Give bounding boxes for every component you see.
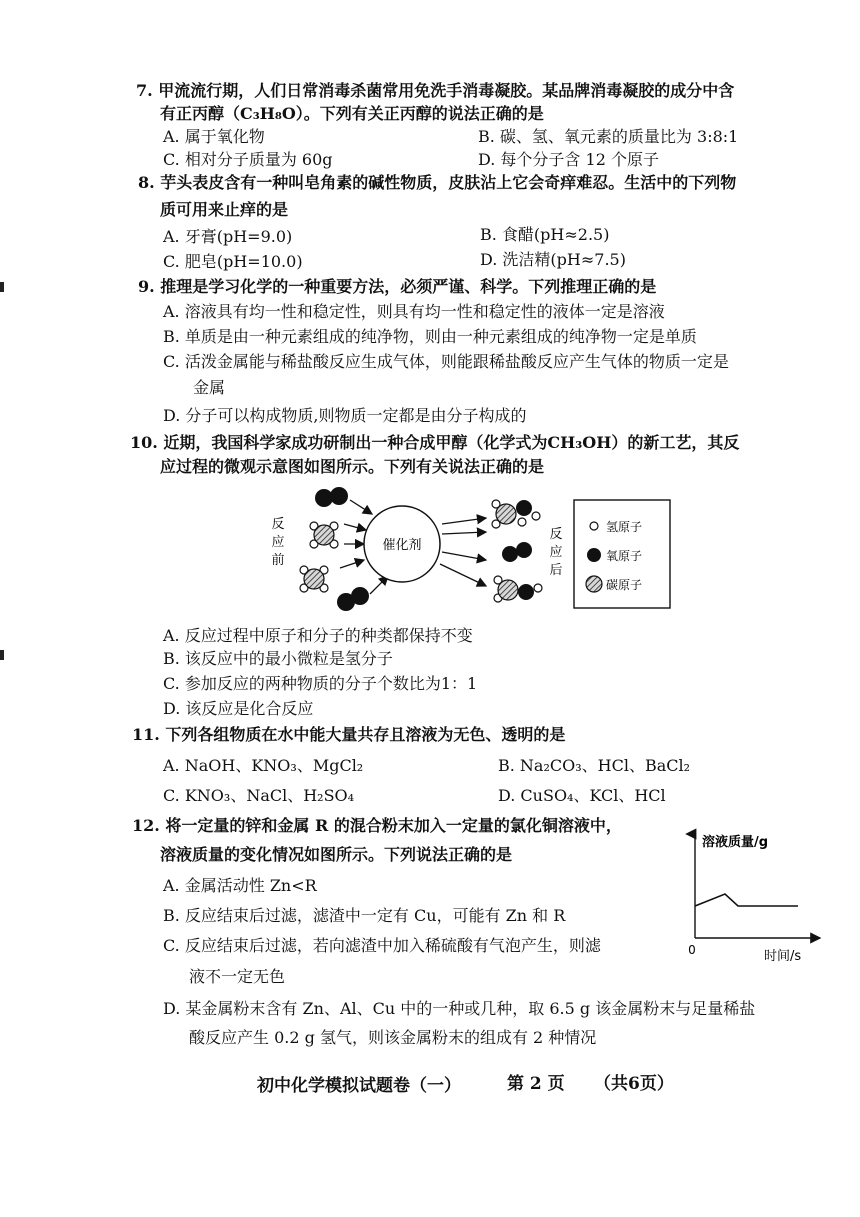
q8-option-c: C. 肥皂(pH=10.0) [163, 252, 303, 271]
q7-option-b: B. 碳、氢、氧元素的质量比为 3:8:1 [478, 127, 739, 146]
q9-option-c-line1: C. 活泼金属能与稀盐酸反应生成气体，则能跟稀盐酸反应产生气体的物质一定是 [163, 352, 729, 371]
q10-stem-line2: 应过程的微观示意图如图所示。下列有关说法正确的是 [160, 457, 545, 476]
q12-option-b: B. 反应结束后过滤，滤渣中一定有 Cu，可能有 Zn 和 R [163, 906, 566, 925]
q12-option-c-line2: 液不一定无色 [189, 967, 286, 986]
q9-option-a: A. 溶液具有均一性和稳定性，则具有均一性和稳定性的液体一定是溶液 [163, 302, 665, 321]
before-label-3: 前 [271, 553, 285, 568]
q11-option-c: C. KNO₃、NaCl、H₂SO₄ [163, 786, 355, 805]
q9-option-c-line2: 金属 [193, 378, 226, 397]
q12-option-d-line1: D. 某金属粉末含有 Zn、Al、Cu 中的一种或几种，取 6.5 g 该金属粉末与足量稀盐 [163, 999, 756, 1018]
q8-option-a: A. 牙膏(pH=9.0) [163, 227, 293, 246]
before-label-1: 反 [271, 517, 285, 532]
q10-option-c: C. 参加反应的两种物质的分子个数比为1：1 [163, 674, 478, 693]
footer-title: 初中化学模拟试题卷（一） [257, 1076, 461, 1096]
oxygen-molecule-reactant-top [315, 487, 348, 507]
q11-stem: 11. 下列各组物质在水中能大量共存且溶液为无色、透明的是 [132, 725, 566, 744]
reaction-microscopic-diagram [260, 478, 680, 620]
q11-option-b: B. Na₂CO₃、HCl、BaCl₂ [498, 756, 691, 775]
q9-option-d: D. 分子可以构成物质,则物质一定都是由分子构成的 [163, 406, 527, 425]
q11-option-d: D. CuSO₄、KCl、HCl [498, 786, 666, 805]
footer-total: （共6页） [594, 1074, 674, 1094]
q12-stem-line2: 溶液质量的变化情况如图所示。下列说法正确的是 [160, 845, 513, 864]
scan-edge-mark [0, 650, 4, 660]
q8-option-b: B. 食醋(pH≈2.5) [480, 225, 610, 244]
oxygen-atom-icon [587, 548, 601, 562]
after-label-3: 后 [549, 563, 563, 578]
footer-page: 第 2 页 [507, 1074, 565, 1094]
q10-option-b: B. 该反应中的最小微粒是氢分子 [163, 649, 393, 668]
before-label-2: 应 [271, 535, 285, 550]
q12-option-a: A. 金属活动性 Zn<R [163, 876, 317, 895]
graph-origin: 0 [688, 943, 696, 957]
methane-molecule-reactant-1 [310, 522, 338, 548]
q10-option-a: A. 反应过程中原子和分子的种类都保持不变 [163, 626, 473, 645]
q7-option-c: C. 相对分子质量为 60g [163, 150, 333, 169]
methanol-molecule-product-2 [494, 576, 542, 602]
graph-y-label: 溶液质量/g [702, 835, 769, 850]
oxygen-molecule-product [502, 542, 532, 562]
q7-stem-line2: 有正丙醇（C₃H₈O）。下列有关正丙醇的说法正确的是 [160, 104, 544, 123]
catalyst-label: 催化剂 [382, 538, 422, 553]
methanol-molecule-product-1 [492, 500, 540, 528]
q8-option-d: D. 洗洁精(pH≈7.5) [480, 250, 626, 269]
q7-option-a: A. 属于氧化物 [163, 127, 265, 146]
q7-stem-line1: 7. 甲流流行期，人们日常消毒杀菌常用免洗手消毒凝胶。某品牌消毒凝胶的成分中含 [136, 81, 735, 100]
legend-hydrogen: 氢原子 [606, 520, 643, 534]
hydrogen-atom-icon [590, 522, 598, 530]
q8-stem-line2: 质可用来止痒的是 [160, 200, 289, 219]
after-label-2: 应 [549, 545, 563, 560]
q8-stem-line1: 8. 芋头表皮含有一种叫皂角素的碱性物质，皮肤沾上它会奇痒难忍。生活中的下列物 [138, 173, 737, 192]
after-label-1: 反 [549, 527, 563, 542]
legend-carbon: 碳原子 [606, 578, 643, 592]
graph-x-label: 时间/s [764, 949, 802, 964]
q12-option-c-line1: C. 反应结束后过滤，若向滤渣中加入稀硫酸有气泡产生，则滤 [163, 936, 601, 955]
solution-mass-graph [680, 820, 830, 968]
q7-option-d: D. 每个分子含 12 个原子 [478, 150, 659, 169]
carbon-atom-icon [586, 576, 602, 592]
oxygen-molecule-reactant-bottom [337, 587, 369, 611]
q9-option-b: B. 单质是由一种元素组成的纯净物，则由一种元素组成的纯净物一定是单质 [163, 327, 697, 346]
q10-stem-line1: 10. 近期，我国科学家成功研制出一种合成甲醇（化学式为CH₃OH）的新工艺，其反 [130, 433, 740, 452]
q10-option-d: D. 该反应是化合反应 [163, 699, 314, 718]
legend-oxygen: 氧原子 [606, 549, 643, 563]
q11-option-a: A. NaOH、KNO₃、MgCl₂ [163, 756, 364, 775]
q12-option-d-line2: 酸反应产生 0.2 g 氢气，则该金属粉末的组成有 2 种情况 [189, 1028, 597, 1047]
output-arrows [440, 518, 486, 586]
q9-stem: 9. 推理是学习化学的一种重要方法，必须严谨、科学。下列推理正确的是 [138, 277, 657, 296]
mass-curve [695, 894, 798, 906]
q12-stem-line1: 12. 将一定量的锌和金属 R 的混合粉末加入一定量的氯化铜溶液中， [132, 816, 622, 835]
methane-molecule-reactant-2 [300, 566, 328, 592]
scan-edge-mark [0, 282, 4, 292]
